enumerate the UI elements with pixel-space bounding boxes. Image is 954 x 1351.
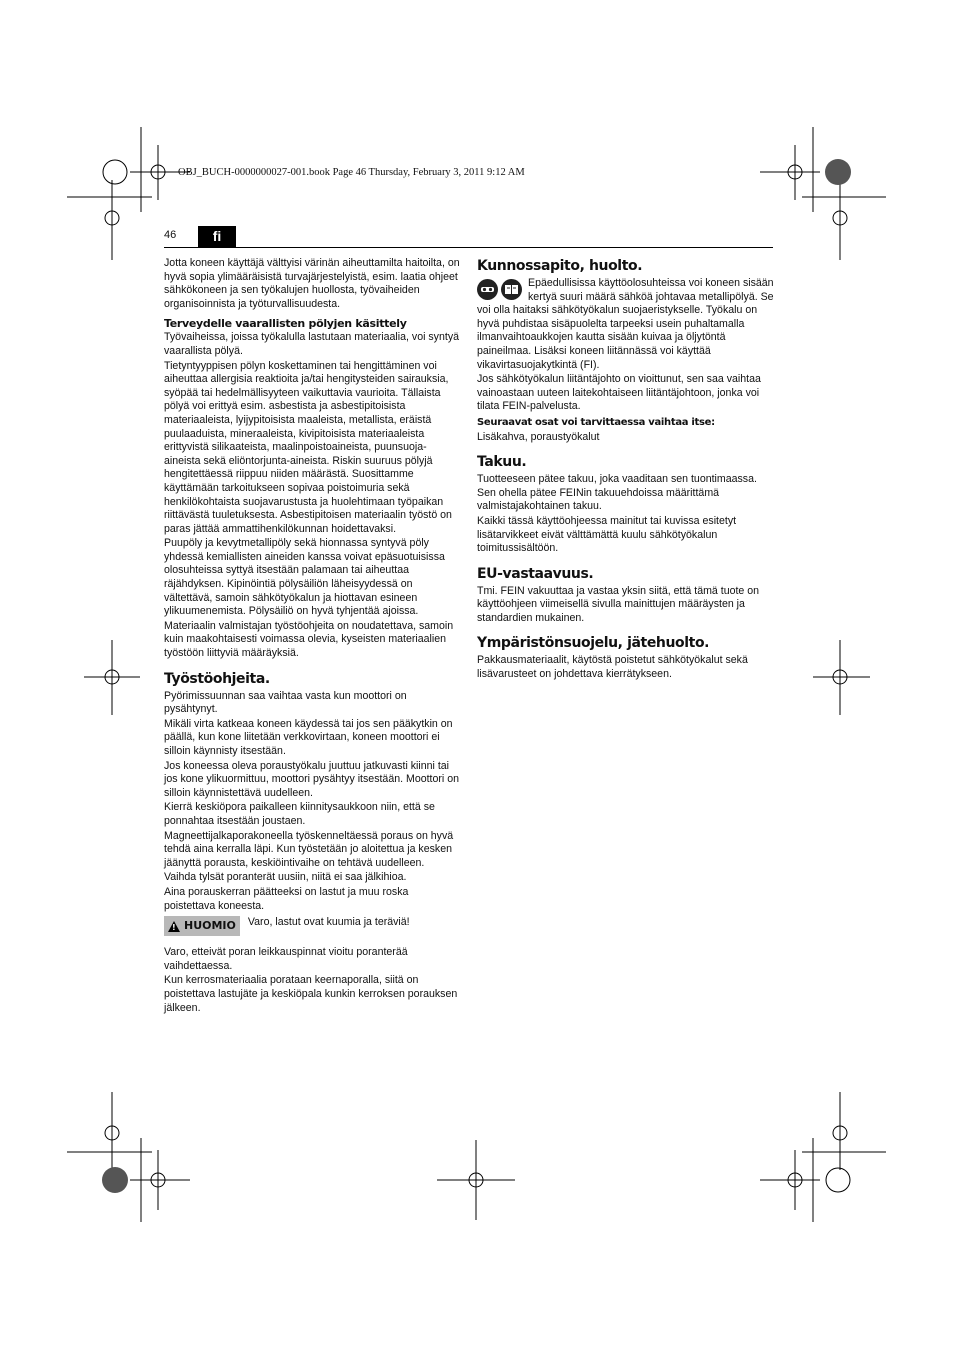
maintenance-heading: Kunnossapito, huolto. bbox=[477, 258, 643, 274]
environment-text: Pakkausmateriaalit, käytöstä poistetut sähkötyökalut sekä lisävarusteet on johdettava kierrätykseen. bbox=[477, 654, 748, 681]
left-column bbox=[164, 257, 460, 1016]
work-paragraph: Pyörimissuunnan saa vaihtaa vasta kun moottori on pysähtynyt. bbox=[164, 689, 407, 716]
after-warning-paragraph: Kun kerrosmateriaalia porataan keernaporalla, siitä on poistettava lastujäte ja keskiöpala kunkin kerroksen porauksen jälkeen. bbox=[164, 974, 458, 1014]
dust-paragraph: Tietyntyyppisen pölyn koskettaminen tai hengittäminen voi aiheuttaa allergisia reaktioita ja/tai hengitysteiden sairauksia, syöpää tai hedelmällisyyteen vaikuttavia vaurioita. Tällaista pölyä voi erittyä esim. asbestista ja asbestipitoisista materiaaleista, lyijypitoisista maaleista, metallista, eräistä puulaaduista, mineraaleista, kivipitoisista materiaaleista erittyvistä silikaateista, maalinpoistoaineista, puunsuoja-aineista sekä eliöntorjunta-aineista. Riskin suuruus pölyjä hengitettäessä riippuu niiden määrästä. Suosittamme käyttämään tarkoitukseen sopivaa poistoimuria sekä henkilökohtaista suojavarustusta ja huolehtimaan työpaikan riittävästä tuuletuksesta. Asbestipitoisen materiaalin työstö on paras jättää ammattihenkilökunnan hoidettavaksi. bbox=[164, 359, 452, 535]
work-paragraph: Vaihda tylsät poranterät uusiin, niitä ei saa jälkihioa. bbox=[164, 871, 407, 884]
print-slug: OBJ_BUCH-0000000027-001.book Page 46 Thursday, February 3, 2011 9:12 AM bbox=[178, 167, 525, 178]
eu-text: Tmi. FEIN vakuuttaa ja vastaa yksin siitä, että tämä tuote on käyttöohjeen viimeisellä sivulla mainittujen määräysten ja standardien mukainen. bbox=[477, 584, 760, 624]
maintenance-icons bbox=[477, 279, 522, 300]
right-column bbox=[477, 257, 774, 683]
page-number: 46 bbox=[164, 229, 177, 241]
warning-text: Varo, lastut ovat kuumia ja teräviä! bbox=[247, 916, 410, 929]
environment-heading: Ympäristönsuojelu, jätehuolto. bbox=[477, 635, 710, 652]
maintenance-paragraph: Jos sähkötyökalun liitäntäjohto on vioittunut, sen saa vaihtaa vainoastaan uuteen laitekohtaiseen liitäntäjohtoon, jonka voi tilata FEIN-palvelusta. bbox=[477, 373, 761, 413]
warning-triangle-icon: ! bbox=[168, 921, 180, 932]
warning-badge bbox=[164, 916, 240, 936]
language-tab: fi bbox=[198, 226, 236, 247]
warning-label: HUOMIO bbox=[184, 919, 236, 933]
header-rule bbox=[164, 247, 773, 248]
parts-heading: Seuraavat osat voi tarvittaessa vaihtaa itse: bbox=[477, 416, 715, 428]
warranty-paragraph: Kaikki tässä käyttöohjeessa mainitut tai kuvissa esitetyt lisätarvikkeet eivät välttämättä kuulu sähkötyökalun toimitussisältöön. bbox=[477, 514, 737, 555]
safety-goggles-icon bbox=[477, 279, 498, 300]
dust-paragraph: Työvaiheissa, joissa työkalulla lastutaan materiaalia, voi syntyä vaarallista pölyä. bbox=[164, 331, 460, 357]
work-paragraph: Jos koneessa oleva poraustyökalu juuttuu jatkuvasti kiinni tai jos kone ylikuormittuu, moottori pysähtyy itsestään. Moottori on silloin käynnistettävä uudelleen. bbox=[164, 759, 459, 799]
after-warning-paragraph: Varo, etteivät poran leikkauspinnat vioitu poranterää vaihdettaessa. bbox=[164, 946, 408, 972]
warranty-heading: Takuu. bbox=[477, 454, 527, 471]
work-paragraph: Magneettijalkaporakoneella työskenneltäessä poraus on hyvä tehdä aina kerralla läpi. Kun työstetään jo aloitettua ja kesken jäänyttä porausta, keskiöintivaihe on tehtävä uudelleen. bbox=[164, 829, 454, 869]
work-paragraph: Mikäli virta katkeaa koneen käydessä tai jos sen pääkytkin on päällä, kun kone liitetään verkkovirtaan, koneen moottori ei silloin käynnisty itsestään. bbox=[164, 717, 453, 757]
intro-paragraph: Jotta koneen käyttäjä välttyisi värinän aiheuttamilta haitoilta, on hyvä sopia ylimääräisistä turvajärjestelyistä, esim. laatia ohjeet sähkökoneen ja sen työkalujen huollosta, työvaiheiden organisoinnista ja työturvallisuudesta. bbox=[164, 257, 460, 310]
dust-paragraph: Puupöly ja kevytmetallipöly sekä hionnassa syntyvä pöly yhdessä kemiallisten aineiden kanssa voivat epäsuotuisissa olosuhteissa syttyä itsestään palamaan tai aiheuttaa räjähdyksen. Kipinöintiä pölysäiliön läheisyydessä on vältettävä, samoin sähkötyökalun ja hiottavan esineen ylikuumenemista. Pölysäiliö on hyvä tyhjentää ajoissa. bbox=[164, 537, 445, 618]
work-paragraph: Kierrä keskiöpora paikalleen kiinnitysaukkoon niin, että se ponnahtaa itsestään joustaen. bbox=[164, 801, 435, 827]
dust-heading: Terveydelle vaarallisten pölyjen käsittely bbox=[164, 317, 407, 331]
dust-paragraph: Materiaalin valmistajan työstöohjeita on noudatettava, samoin kuin maakohtaisesti voimassa olevia, kyseisten materiaalien työstöön liittyviä määräyksiä. bbox=[164, 619, 454, 660]
warranty-paragraph: Tuotteeseen pätee takuu, joka vaaditaan sen tuontimaassa. Sen ohella pätee FEINin takuuehdoissa määrittämä valmistajakohtainen takuu. bbox=[477, 473, 757, 513]
read-manual-icon bbox=[501, 279, 522, 300]
work-paragraph: Aina porauskerran päätteeksi on lastut ja muu roska poistettava koneesta. bbox=[164, 885, 409, 912]
parts-text: Lisäkahva, poraustyökalut bbox=[477, 430, 600, 443]
work-heading: Työstöohjeita. bbox=[164, 670, 270, 687]
maintenance-paragraph: Epäedullisissa käyttöolosuhteissa voi koneen sisään kertyä suuri määrä sähköä johtavaa metallipölyä. Se voi olla haitaksi sähkötyökalun suojaeristykselle. Työkalu on hyvä puhdistaa sisäpuolelta tarpeeksi usein puhaltamalla ilmanvaihtoaukkojen kautta sisään kuivaa ja öljytöntä paineilmaa. Lisäksi koneen liitännässä voi käyttää vikavirtasuojakytkintä (FI). bbox=[477, 277, 774, 371]
warning-block bbox=[164, 916, 460, 936]
eu-heading: EU-vastaavuus. bbox=[477, 565, 594, 582]
